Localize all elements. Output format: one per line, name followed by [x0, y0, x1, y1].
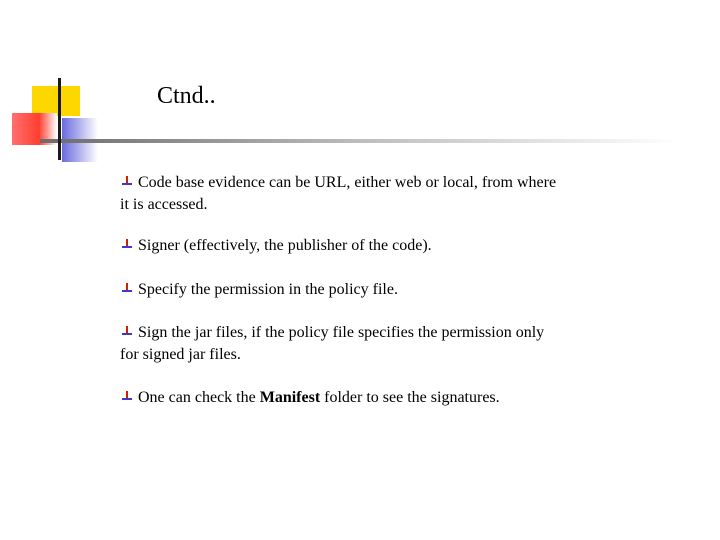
bullet-text: Specify the permission in the policy file. [138, 281, 398, 298]
slide-decoration [0, 0, 720, 170]
push-pin-bullet-icon [120, 324, 134, 338]
vertical-rule [58, 78, 61, 160]
bullet-text-continued: for signed jar files. [120, 346, 241, 363]
list-item [120, 387, 500, 409]
list-item [120, 279, 398, 301]
bullet-text: Code base evidence can be URL, either web or local, from where [138, 174, 557, 191]
push-pin-bullet-icon [120, 174, 134, 188]
bullet-text-continued: it is accessed. [120, 196, 208, 213]
bullet-text: Sign the jar files, if the policy file specifies the permission only [138, 324, 545, 341]
push-pin-bullet-icon [120, 237, 134, 251]
bullet-text-suffix: folder to see the signatures. [320, 389, 500, 406]
list-item [120, 322, 544, 366]
yellow-block [32, 86, 80, 116]
slide-title: Ctnd.. [157, 83, 216, 109]
bullet-text: Signer (effectively, the publisher of the code). [138, 237, 432, 254]
list-item [120, 235, 432, 257]
manifest-keyword: Manifest [259, 389, 321, 406]
bullet-text-prefix: One can check the [138, 389, 260, 406]
list-item [120, 172, 556, 216]
push-pin-bullet-icon [120, 389, 134, 403]
horizontal-rule [40, 139, 680, 143]
push-pin-bullet-icon [120, 281, 134, 295]
